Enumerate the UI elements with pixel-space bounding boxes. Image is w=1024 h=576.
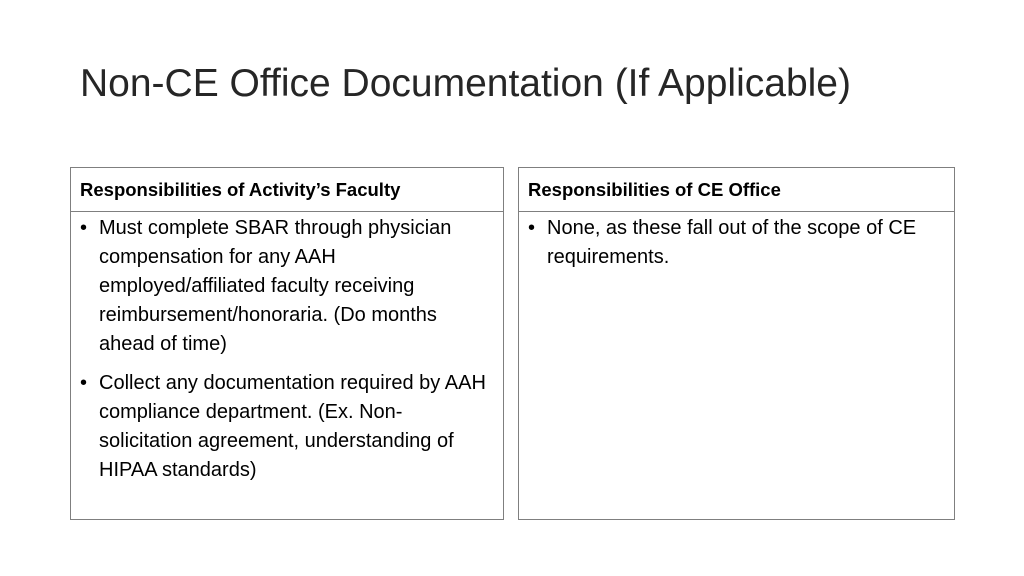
faculty-panel-header: Responsibilities of Activity’s Faculty — [71, 168, 503, 212]
bullet-item — [80, 214, 495, 359]
bullet-text: None, as these fall out of the scope of CE requirements. — [547, 217, 917, 268]
bullet-text: Must complete SBAR through physician compensation for any AAH employed/affiliated faculty receiving reimbursement/honoraria. (Do months ahead of time) — [99, 217, 452, 355]
faculty-responsibilities-panel — [70, 167, 504, 520]
bullet-dot-icon: • — [80, 217, 88, 239]
slide-title: Non-CE Office Documentation (If Applicable) — [80, 62, 851, 105]
bullet-item — [528, 214, 946, 272]
faculty-bullet-list — [71, 212, 503, 485]
bullet-item — [80, 369, 495, 485]
bullet-text: Collect any documentation required by AAH compliance department. (Ex. Non-solicitation agreement, understanding of HIPAA standards) — [99, 372, 486, 481]
ce-office-panel-header: Responsibilities of CE Office — [519, 168, 954, 212]
bullet-dot-icon: • — [528, 217, 536, 239]
ce-office-bullet-list — [519, 212, 954, 272]
bullet-dot-icon: • — [80, 372, 88, 394]
ce-office-responsibilities-panel — [518, 167, 955, 520]
